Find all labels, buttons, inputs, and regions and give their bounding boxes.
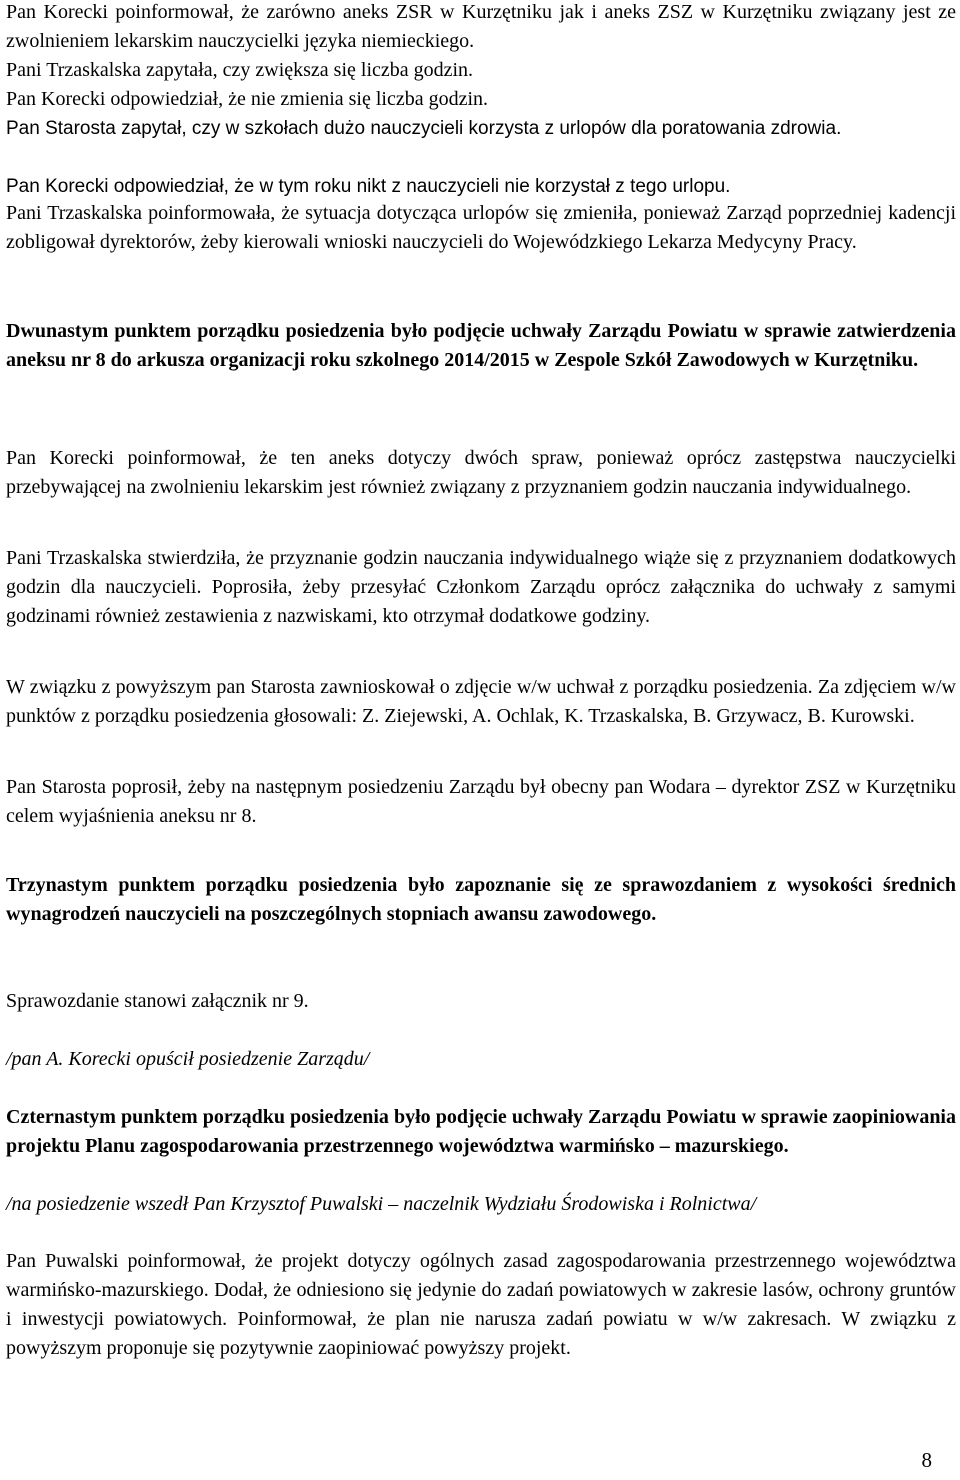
heading-point-twelve: Dwunastym punktem porządku posiedzenia było podjęcie uchwały Zarządu Powiatu w sprawie zatwierdzenia aneksu nr 8 do arkusza organizacji roku szkolnego 2014/2015 w Zespole Szkół Zawodowych w Kurzętniku. xyxy=(6,320,956,371)
paragraph-korecki-answer: Pan Korecki odpowiedział, że nie zmienia się liczba godzin. xyxy=(6,88,489,110)
note-korecki-left: /pan A. Korecki opuścił posiedzenie Zarządu/ xyxy=(6,1048,370,1070)
page-number: 8 xyxy=(921,1448,932,1472)
paragraph-starosta-question: Pan Starosta zapytał, czy w szkołach dużo nauczycieli korzysta z urlopów dla poratowania zdrowia. xyxy=(6,118,842,139)
heading-point-fourteen: Czternastym punktem porządku posiedzenia było podjęcie uchwały Zarządu Powiatu w sprawie zaopiniowania projektu Planu zagospodarowania przestrzennego województwa warmińsko – mazurskiego. xyxy=(6,1106,956,1157)
paragraph-trzaskalska-statement: Pani Trzaskalska stwierdziła, że przyznanie godzin nauczania indywidualnego wiąże się z przyznaniem dodatkowych godzin dla nauczycieli. Poprosiła, żeby przesyłać Członkom Zarządu oprócz załącznika do uchwały z samymi godzinami również zestawienia z nazwiskami, kto otrzymał dodatkowe godziny. xyxy=(6,547,956,627)
paragraph-trzaskalska-info: Pani Trzaskalska poinformowała, że sytuacja dotycząca urlopów się zmieniła, ponieważ Zarząd poprzedniej kadencji zobligował dyrektorów, żeby kierowali wnioski nauczycieli do Wojewódzkiego Lekarza Medycyny Pracy. xyxy=(6,202,956,253)
paragraph-starosta-motion: W związku z powyższym pan Starosta zawnioskował o zdjęcie w/w uchwał z porządku posiedzenia. Za zdjęciem w/w punktów z porządku posiedzenia głosowali: Z. Ziejewski, A. Ochlak, K. Trzaskalska, B. Grzywacz, B. Kurowski. xyxy=(6,676,956,727)
paragraph-trzaskalska-question: Pani Trzaskalska zapytała, czy zwiększa się liczba godzin. xyxy=(6,59,474,81)
paragraph-korecki-aneks-two: Pan Korecki poinformował, że ten aneks dotyczy dwóch spraw, ponieważ oprócz zastępstwa nauczycielki przebywającej na zwolnieniu lekarskim jest również związany z przyznaniem godzin nauczania indywidualnego. xyxy=(6,447,956,498)
paragraph-korecki-urlop: Pan Korecki odpowiedział, że w tym roku nikt z nauczycieli nie korzystał z tego urlopu. xyxy=(6,176,731,197)
paragraph-puwalski-info: Pan Puwalski poinformował, że projekt dotyczy ogólnych zasad zagospodarowania przestrzennego województwa warmińsko-mazurskiego. Dodał, że odniesiono się jedynie do zadań powiatowych w zakresie lasów, ochrony gruntów i inwestycji powiatowych. Poinformował, że plan nie narusza zadań powiatu w w/w zakresach. W związku z powyższym proponuje się pozytywnie zaopiniować powyższy projekt. xyxy=(6,1250,956,1359)
paragraph-starosta-request: Pan Starosta poprosił, żeby na następnym posiedzeniu Zarządu był obecny pan Wodara – dyrektor ZSZ w Kurzętniku celem wyjaśnienia aneksu nr 8. xyxy=(6,776,956,827)
note-puwalski-entered: /na posiedzenie wszedł Pan Krzysztof Puwalski – naczelnik Wydziału Środowiska i Rolnictwa/ xyxy=(6,1193,757,1215)
paragraph-attachment-nine: Sprawozdanie stanowi załącznik nr 9. xyxy=(6,990,309,1012)
paragraph-korecki-aneks: Pan Korecki poinformował, że zarówno aneks ZSR w Kurzętniku jak i aneks ZSZ w Kurzętniku związany jest ze zwolnieniem lekarskim nauczycielki języka niemieckiego. xyxy=(6,1,956,52)
heading-point-thirteen: Trzynastym punktem porządku posiedzenia było zapoznanie się ze sprawozdaniem z wysokości średnich wynagrodzeń nauczycieli na poszczególnych stopniach awansu zawodowego. xyxy=(6,874,956,925)
